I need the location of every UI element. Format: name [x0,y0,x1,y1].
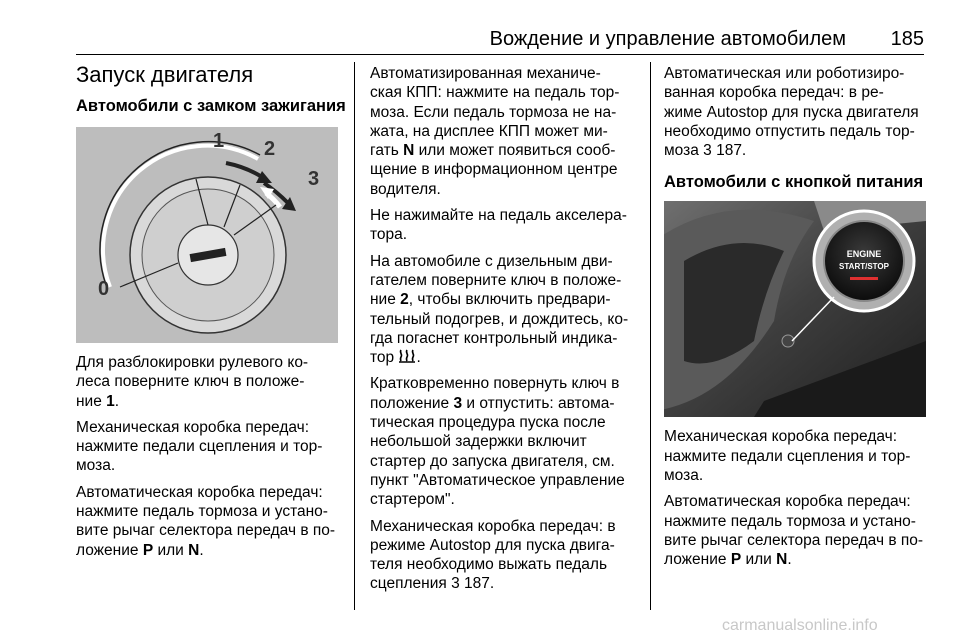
page-reference-icon: 3 [451,575,460,593]
page-header [76,28,924,50]
paragraph: На автомобиле с дизельным дви- гателем поверните ключ в положе- ние 2, чтобы включить предвари- тельный подогрев, и дождитесь, ко- гда погаснет контрольный индика- тор . [370,252,629,367]
subsection-title: Автомобили с кнопкой питания [664,173,924,192]
paragraph: Автоматическая коробка передач: нажмите педаль тормоза и устано- вите рычаг селектора передач в по- ложение P или N. [76,483,336,559]
section-title: Запуск двигателя [76,62,254,87]
start-stop-photo [664,201,926,417]
watermark: carmanualsonline.info [722,617,878,634]
label-0: 0 [98,278,110,300]
paragraph: Не нажимайте на педаль акселера- тора. [370,207,627,244]
ignition-lock-figure [76,127,338,343]
column-divider [650,62,651,610]
button-label-engine: ENGINE [846,249,882,260]
label-3: 3 [308,168,320,190]
paragraph: Автоматическая коробка передач: нажмите педаль тормоза и устано- вите рычаг селектора передач в по- ложение P или N. [664,493,924,569]
paragraph: Механическая коробка передач: в режиме Autostop для пуска двига- теля необходимо выжать педаль сцепления 3 187. [370,517,616,593]
paragraph: Автоматизированная механиче- ская КПП: нажмите на педаль тор- моза. Если педаль тормоза не на- жата, на дисплее КПП может ми- гать N или может появиться сооб- щение в информационном центре водителя. [370,65,620,198]
page-number: 185 [890,28,924,50]
start-stop-button [824,221,904,301]
paragraph: Механическая коробка передач: нажмите педали сцепления и тор- моза. [664,428,911,485]
button-label-start-stop: START/STOP [839,262,889,272]
label-2: 2 [264,138,276,160]
page-reference-icon: 3 [703,142,712,160]
paragraph: Автоматическая или роботизиро- ванная коробка передач: в ре- жиме Autostop для пуска двигателя необходимо отпустить педаль тор- моза 3 187. [664,65,919,160]
paragraph: Механическая коробка передач: нажмите педали сцепления и тор- моза. [76,418,323,475]
paragraph: Кратковременно повернуть ключ в положение 3 и отпустить: автома- тическая процедура пуска после небольшой задержки включит стартер до запуска двигателя, см. пункт "Автоматическое управление стартером". [370,375,625,509]
paragraph: Для разблокировки рулевого ко- леса поверните ключ в положе- ние 1. [76,354,309,410]
button-indicator [850,277,878,280]
column-3 [664,64,926,577]
header-rule [76,54,924,55]
subsection-title: Автомобили с замком зажигания [76,97,346,115]
label-1: 1 [213,130,225,152]
column-2 [370,64,642,601]
header-title: Вождение и управление автомобилем [489,28,846,50]
column-divider [354,62,355,610]
column-1 [76,60,346,567]
glow-plug-icon [398,349,416,363]
